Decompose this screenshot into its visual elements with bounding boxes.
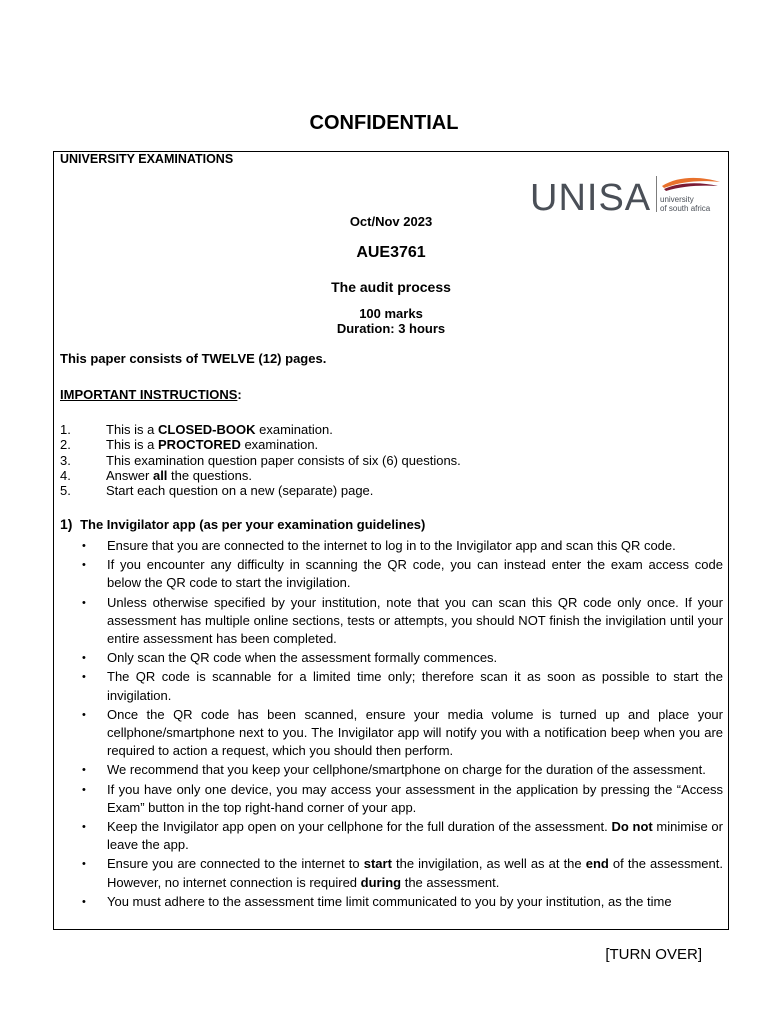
pages-note: This paper consists of TWELVE (12) pages.	[60, 351, 327, 366]
instruction-number: 2.	[60, 437, 71, 453]
logo-swoosh-icon	[660, 174, 722, 196]
instruction-item	[60, 437, 720, 452]
guideline-bullets	[82, 537, 723, 912]
logo-sub-line2: of south africa	[660, 204, 711, 213]
section-heading	[60, 516, 425, 532]
instructions-heading: IMPORTANT INSTRUCTIONS:	[60, 387, 242, 402]
turn-over-footer: [TURN OVER]	[605, 946, 702, 963]
bullet-item	[82, 855, 723, 891]
instruction-number: 3.	[60, 452, 71, 468]
bullet-icon: •	[82, 671, 86, 684]
bullet-text: The QR code is scannable for a limited time only; therefore scan it as soon as possible to start the invigilation.	[107, 669, 723, 703]
instruction-text: This is a CLOSED-BOOK examination.	[106, 422, 333, 437]
exam-date: Oct/Nov 2023	[349, 214, 433, 229]
bullet-text: If you have only one device, you may access your assessment in the application by pressing the “Access Exam” button in the top right-hand corner of your app.	[107, 781, 723, 815]
instruction-item	[60, 483, 720, 498]
bullet-icon: •	[82, 821, 86, 834]
instruction-item	[60, 422, 720, 437]
marks-duration	[54, 306, 728, 336]
bullet-item	[82, 893, 723, 911]
bullet-item	[82, 818, 723, 854]
module-code: AUE3761	[356, 244, 426, 261]
unisa-logo	[530, 174, 726, 219]
instruction-text: This examination question paper consists of six (6) questions.	[106, 452, 461, 468]
bullet-text: Only scan the QR code when the assessment formally commences.	[107, 650, 498, 666]
logo-wordmark: UNISA	[530, 177, 652, 219]
bullet-icon: •	[82, 540, 86, 552]
bullet-text: Once the QR code has been scanned, ensure your media volume is turned up and place your cellphone/smartphone next to you. The Invigilator app will notify you with a notification beep when you are required to action a request, which you should then perform.	[107, 706, 723, 759]
bullet-text: Ensure that you are connected to the internet to log in to the Invigilator app and scan this QR code.	[107, 538, 676, 553]
bullet-text: Unless otherwise specified by your institution, note that you can scan this QR code only once. If your assessment has multiple online sections, tests or attempts, you should NOT finish the invigilation until your entire assessment has been completed.	[107, 594, 723, 647]
bullet-item	[82, 706, 723, 761]
bullet-item	[82, 649, 723, 667]
logo-divider	[656, 176, 657, 212]
bullet-text: We recommend that you keep your cellphone/smartphone on charge for the duration of the assessment.	[107, 762, 706, 778]
bullet-icon: •	[82, 783, 86, 796]
bullet-text: Ensure you are connected to the internet to start the invigilation, as well as at the end of the assessment. However, no internet connection is required during the assessment.	[107, 856, 723, 890]
bullet-item	[82, 668, 723, 704]
bullet-item	[82, 594, 723, 649]
instructions-list	[60, 422, 720, 498]
bullet-text: Keep the Invigilator app open on your cellphone for the full duration of the assessment. Do not minimise or leave the app.	[107, 819, 723, 853]
bullet-icon: •	[82, 596, 86, 609]
section-title: The Invigilator app (as per your examination guidelines)	[80, 517, 426, 532]
instruction-text: Answer all the questions.	[106, 467, 252, 483]
bullet-item	[82, 537, 723, 555]
university-examinations-label: UNIVERSITY EXAMINATIONS	[60, 152, 234, 166]
logo-sub-line1: university	[660, 195, 694, 204]
bullet-icon: •	[82, 858, 86, 871]
bullet-icon: •	[82, 652, 86, 665]
bullet-text: You must adhere to the assessment time limit communicated to you by your institution, as the time	[107, 893, 672, 909]
duration: Duration: 3 hours	[336, 321, 446, 336]
bullet-item	[82, 556, 723, 592]
instruction-number: 4.	[60, 467, 71, 483]
cover-box	[53, 151, 729, 930]
instruction-number: 5.	[60, 483, 71, 499]
instruction-item	[60, 468, 720, 483]
bullet-icon: •	[82, 708, 86, 721]
confidential-heading: CONFIDENTIAL	[309, 112, 459, 134]
section-number: 1)	[60, 516, 73, 532]
instruction-item	[60, 453, 720, 468]
bullet-item	[82, 761, 723, 779]
bullet-item	[82, 781, 723, 817]
bullet-icon: •	[82, 764, 86, 777]
total-marks: 100 marks	[359, 306, 423, 321]
instruction-text: Start each question on a new (separate) page.	[106, 483, 374, 499]
bullet-icon: •	[82, 559, 86, 572]
logo-subtitle	[660, 195, 729, 213]
instruction-number: 1.	[60, 422, 71, 437]
bullet-icon: •	[82, 895, 86, 908]
module-title: The audit process	[331, 279, 451, 295]
instruction-text: This is a PROCTORED examination.	[106, 437, 319, 453]
bullet-text: If you encounter any difficulty in scanning the QR code, you can instead enter the exam access code below the QR code to start the invigilation.	[107, 557, 723, 591]
